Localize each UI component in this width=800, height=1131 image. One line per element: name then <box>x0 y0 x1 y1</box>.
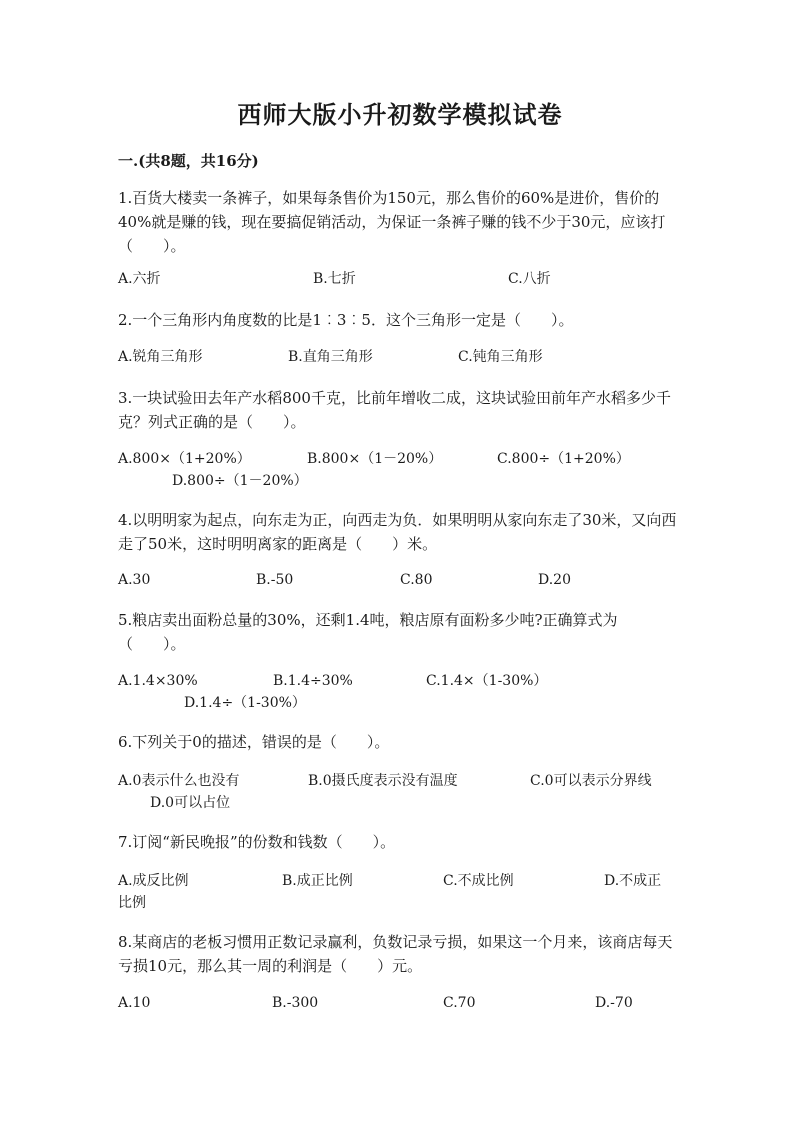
question-5-options <box>0 670 800 711</box>
question-2: 2.一个三角形内角度数的比是1︰3︰5．这个三角形一定是（ ）。 <box>118 311 574 329</box>
question-6-options <box>0 770 800 811</box>
question-1: 1.百货大楼卖一条裤子，如果每条售价为150元，那么售价的60%是进价，售价的40%就是赚的钱，现在要搞促销活动，为保证一条裤子赚的钱不少于30元，应该打（ ）。 <box>118 189 666 255</box>
option-b[interactable]: B.-50 <box>256 572 294 588</box>
option-d[interactable]: D.800÷（1－20%） <box>172 473 308 489</box>
option-b[interactable]: B.七折 <box>313 271 356 287</box>
question-2-options <box>0 346 800 370</box>
option-c[interactable]: C.80 <box>400 572 433 588</box>
question-8-options <box>0 992 800 1016</box>
option-a[interactable]: A.1.4×30% <box>118 673 198 689</box>
option-a[interactable]: A.0表示什么也没有 <box>118 773 240 789</box>
option-c[interactable]: C.70 <box>443 995 476 1011</box>
option-a[interactable]: A.锐角三角形 <box>118 349 203 365</box>
option-c[interactable]: C.不成比例 <box>443 873 514 889</box>
page-title: 西师大版小升初数学模拟试卷 <box>237 100 563 129</box>
option-a[interactable]: A.800×（1+20%） <box>118 451 251 467</box>
question-5: 5.粮店卖出面粉总量的30%，还剩1.4吨，粮店原有面粉多少吨?正确算式为（ ）。 <box>118 611 618 653</box>
option-a[interactable]: A.10 <box>118 995 151 1011</box>
option-c[interactable]: C.0可以表示分界线 <box>530 773 652 789</box>
option-d[interactable]: D.-70 <box>595 995 633 1011</box>
option-a[interactable]: A.六折 <box>118 271 161 287</box>
question-3-options <box>0 448 800 489</box>
question-4: 4.以明明家为起点，向东走为正，向西走为负．如果明明从家向东走了30米，又向西走了50米，这时明明离家的距离是（ ）米。 <box>118 511 677 553</box>
option-d[interactable]: D.不成正 <box>604 873 662 889</box>
option-c[interactable]: C.800÷（1+20%） <box>497 451 630 467</box>
option-c[interactable]: C.八折 <box>508 271 551 287</box>
question-7-options <box>0 870 800 911</box>
option-d[interactable]: D.0可以占位 <box>150 795 231 811</box>
question-8: 8.某商店的老板习惯用正数记录赢利，负数记录亏损，如果这一个月来，该商店每天亏损10元，那么其一周的利润是（ ）元。 <box>118 933 673 975</box>
option-b[interactable]: B.800×（1－20%） <box>307 451 443 467</box>
option-d[interactable]: D.1.4÷（1-30%） <box>184 695 306 711</box>
option-b[interactable]: B.成正比例 <box>282 873 353 889</box>
option-c[interactable]: C.1.4×（1-30%） <box>426 673 548 689</box>
question-7: 7.订阅“新民晚报”的份数和钱数（ ）。 <box>118 833 396 851</box>
option-a[interactable]: A.成反比例 <box>118 873 189 889</box>
section-heading: 一.(共8题，共16分) <box>118 152 259 170</box>
option-d-continuation: 比例 <box>118 895 146 911</box>
option-b[interactable]: B.1.4÷30% <box>273 673 353 689</box>
option-b[interactable]: B.直角三角形 <box>288 349 373 365</box>
question-6: 6.下列关于0的描述，错误的是（ ）。 <box>118 733 390 751</box>
question-1-options <box>0 268 800 292</box>
question-4-options <box>0 569 800 593</box>
option-c[interactable]: C.钝角三角形 <box>458 349 543 365</box>
option-b[interactable]: B.-300 <box>272 995 319 1011</box>
option-d[interactable]: D.20 <box>538 572 571 588</box>
option-a[interactable]: A.30 <box>118 572 151 588</box>
question-3: 3.一块试验田去年产水稻800千克，比前年增收二成，这块试验田前年产水稻多少千克？列式正确的是（ ）。 <box>118 389 671 431</box>
option-b[interactable]: B.0摄氏度表示没有温度 <box>308 773 458 789</box>
